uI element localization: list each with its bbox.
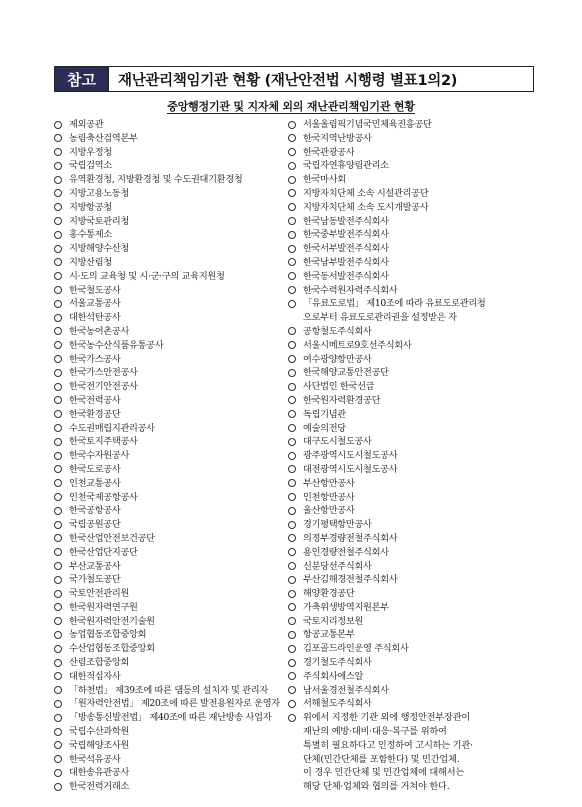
list-item xyxy=(54,780,280,794)
list-item-text: 국토지리정보원 xyxy=(303,615,364,627)
list-item xyxy=(54,642,280,656)
list-item xyxy=(288,380,524,394)
list-item-text: 해양환경공단 xyxy=(303,588,355,600)
list-item xyxy=(54,215,280,229)
note-lines xyxy=(303,711,473,794)
list-item xyxy=(54,284,280,298)
circle-bullet-icon xyxy=(288,369,296,377)
circle-bullet-icon xyxy=(54,534,62,542)
circle-bullet-icon xyxy=(54,562,62,570)
circle-bullet-icon xyxy=(54,617,62,625)
list-item xyxy=(288,546,524,560)
list-item-text: 한국남부발전주식회사 xyxy=(303,256,389,268)
list-item xyxy=(54,132,280,146)
circle-bullet-icon xyxy=(288,355,296,363)
circle-bullet-icon xyxy=(288,286,296,294)
circle-bullet-icon xyxy=(288,217,296,225)
list-item-text: 국립공원공단 xyxy=(69,519,121,531)
list-item xyxy=(54,270,280,284)
circle-bullet-icon xyxy=(54,148,62,156)
list-item-text: 부산교통공사 xyxy=(69,560,121,572)
list-item-text: 국립검역소 xyxy=(69,160,112,172)
list-item-text: 국가철도공단 xyxy=(69,574,121,586)
page-title: 재난관리책임기관 현황 (재난안전법 시행령 별표1의2) xyxy=(118,72,458,89)
list-item-text: 한국남동발전주식회사 xyxy=(303,215,389,227)
list-item xyxy=(54,628,280,642)
circle-bullet-icon xyxy=(54,493,62,501)
list-item-text: 한국공항공사 xyxy=(69,505,121,517)
list-item xyxy=(54,546,280,560)
note-line: 해당 단체·업체와 협의를 거쳐야 한다. xyxy=(303,781,450,793)
title-bar xyxy=(54,66,534,92)
circle-bullet-icon xyxy=(54,452,62,460)
list-item-text: 경기철도주식회사 xyxy=(303,657,372,669)
list-item-text: 한국지역난방공사 xyxy=(303,132,372,144)
list-item xyxy=(288,697,524,711)
list-item-text: 지방자치단체 소속 도시개발공사 xyxy=(303,201,429,213)
list-item xyxy=(288,256,524,270)
circle-bullet-icon xyxy=(288,493,296,501)
circle-bullet-icon xyxy=(288,176,296,184)
list-item xyxy=(288,422,524,436)
circle-bullet-icon xyxy=(288,327,296,335)
circle-bullet-icon xyxy=(54,672,62,680)
circle-bullet-icon xyxy=(288,659,296,667)
list-item-text: 시·도의 교육청 및 시·군·구의 교육지원청 xyxy=(69,270,225,282)
list-item-text: 가축위생방역지원본부 xyxy=(303,601,389,613)
circle-bullet-icon xyxy=(288,465,296,473)
circle-bullet-icon xyxy=(54,783,62,791)
list-item xyxy=(288,284,524,298)
circle-bullet-icon xyxy=(54,631,62,639)
list-item xyxy=(288,449,524,463)
list-item-text: 한국토지주택공사 xyxy=(69,436,138,448)
circle-bullet-icon xyxy=(54,659,62,667)
list-item-text: 독립기념관 xyxy=(303,408,346,420)
circle-bullet-icon xyxy=(54,272,62,280)
circle-bullet-icon xyxy=(54,189,62,197)
list-item xyxy=(288,587,524,601)
list-item-text: 한국해양교통안전공단 xyxy=(303,367,389,379)
circle-bullet-icon xyxy=(288,148,296,156)
list-item-text: 부산김해경전철주식회사 xyxy=(303,574,398,586)
list-item-text: 지방자치단체 소속 시설관리공단 xyxy=(303,187,429,199)
list-item xyxy=(54,463,280,477)
list-item xyxy=(54,573,280,587)
circle-bullet-icon xyxy=(54,465,62,473)
circle-bullet-icon xyxy=(288,700,296,708)
list-item-text: 한국전기안전공사 xyxy=(69,381,138,393)
circle-bullet-icon xyxy=(54,231,62,239)
circle-bullet-icon xyxy=(288,645,296,653)
list-item xyxy=(288,228,524,242)
list-item xyxy=(288,242,524,256)
list-item-text: 남서울경전철주식회사 xyxy=(303,684,389,696)
list-item xyxy=(288,297,524,311)
list-item xyxy=(288,132,524,146)
circle-bullet-icon xyxy=(54,645,62,653)
list-item xyxy=(54,159,280,173)
list-item xyxy=(54,311,280,325)
note-line: 이 경우 민간단체 및 민간업체에 대해서는 xyxy=(303,767,465,779)
circle-bullet-icon xyxy=(54,162,62,170)
circle-bullet-icon xyxy=(54,383,62,391)
note-line: 재난의 예방·대비·대응·복구를 위하여 xyxy=(303,726,447,738)
circle-bullet-icon xyxy=(288,203,296,211)
list-item xyxy=(288,684,524,698)
list-item-text: 예술의전당 xyxy=(303,422,346,434)
circle-bullet-icon xyxy=(288,672,296,680)
list-item xyxy=(54,504,280,518)
circle-bullet-icon xyxy=(288,562,296,570)
list-item xyxy=(54,242,280,256)
circle-bullet-icon xyxy=(54,203,62,211)
list-item-text: 신분당선주식회사 xyxy=(303,560,372,572)
circle-bullet-icon xyxy=(54,700,62,708)
circle-bullet-icon xyxy=(54,341,62,349)
circle-bullet-icon xyxy=(288,396,296,404)
list-item xyxy=(54,146,280,160)
list-item-text: 한국가스안전공사 xyxy=(69,367,138,379)
list-item-text: 한국원자력환경공단 xyxy=(303,394,381,406)
list-item-text: 「방송통신발전법」 제40조에 따른 재난방송 사업자 xyxy=(69,712,272,724)
list-item xyxy=(288,408,524,422)
circle-bullet-icon xyxy=(54,176,62,184)
list-item-text: 한국서부발전주식회사 xyxy=(303,243,389,255)
circle-bullet-icon xyxy=(54,438,62,446)
list-item xyxy=(288,339,524,353)
note-line: 특별히 필요하다고 인정하여 고시하는 기관· xyxy=(303,739,473,751)
list-item-text: 한국산업안전보건공단 xyxy=(69,532,155,544)
list-item-text: 지방산림청 xyxy=(69,256,112,268)
list-item-text: 한국원자력연구원 xyxy=(69,601,138,613)
list-item xyxy=(54,532,280,546)
list-item-text: 유역환경청, 지방환경청 및 수도권대기환경청 xyxy=(69,174,243,186)
left-column-list xyxy=(54,118,280,794)
list-item xyxy=(54,697,280,711)
list-item-text: 서울올림픽기념국민체육진흥공단 xyxy=(303,119,432,130)
list-item-text: 「원자력안전법」 제20조에 따른 발전용원자로 운영자 xyxy=(69,698,280,710)
list-item-text: 서울시메트로9호선주식회사 xyxy=(303,339,412,351)
circle-bullet-icon xyxy=(54,245,62,253)
circle-bullet-icon xyxy=(54,769,62,777)
circle-bullet-icon xyxy=(288,231,296,239)
list-item-text: 한국철도공사 xyxy=(69,284,121,296)
list-item xyxy=(54,297,280,311)
circle-bullet-icon xyxy=(54,548,62,556)
reference-badge: 참고 xyxy=(55,67,109,91)
list-item xyxy=(288,642,524,656)
list-item xyxy=(288,146,524,160)
list-item-text: 김포골드라인운영 주식회사 xyxy=(303,643,409,655)
list-item xyxy=(288,670,524,684)
list-item xyxy=(54,380,280,394)
list-item xyxy=(54,353,280,367)
circle-bullet-icon xyxy=(54,590,62,598)
list-item xyxy=(288,353,524,367)
list-item xyxy=(54,518,280,532)
list-item-text: 여수광양항만공사 xyxy=(303,353,372,365)
list-item-text: 용인경량전철주식회사 xyxy=(303,546,389,558)
circle-bullet-icon xyxy=(54,479,62,487)
circle-bullet-icon xyxy=(288,383,296,391)
circle-bullet-icon xyxy=(54,258,62,266)
list-item xyxy=(54,670,280,684)
circle-bullet-icon xyxy=(54,410,62,418)
list-item-text: 지방고용노동청 xyxy=(69,187,130,199)
list-item-text: 한국농수산식품유통공사 xyxy=(69,339,164,351)
circle-bullet-icon xyxy=(54,134,62,142)
list-item-text: 산림조합중앙회 xyxy=(69,657,130,669)
list-item-text: 한국전력거래소 xyxy=(69,781,130,793)
circle-bullet-icon xyxy=(288,272,296,280)
list-item xyxy=(288,656,524,670)
circle-bullet-icon xyxy=(288,576,296,584)
list-item xyxy=(54,325,280,339)
list-item-text: 제외공관 xyxy=(69,119,104,130)
list-item-text: 공항철도주식회사 xyxy=(303,325,372,337)
list-item xyxy=(54,366,280,380)
list-item-text: 한국산업단지공단 xyxy=(69,546,138,558)
circle-bullet-icon xyxy=(288,617,296,625)
circle-bullet-icon xyxy=(54,576,62,584)
circle-bullet-icon xyxy=(54,686,62,694)
list-item xyxy=(288,491,524,505)
circle-bullet-icon xyxy=(54,396,62,404)
list-item-text: 부산항만공사 xyxy=(303,477,355,489)
list-item-text: 울산항만공사 xyxy=(303,505,355,517)
list-item xyxy=(288,463,524,477)
circle-bullet-icon xyxy=(288,162,296,170)
section-subtitle xyxy=(0,98,582,114)
list-item xyxy=(288,615,524,629)
circle-bullet-icon xyxy=(54,507,62,515)
list-item-text: 지방해양수산청 xyxy=(69,243,130,255)
list-item xyxy=(288,173,524,187)
list-item xyxy=(288,159,524,173)
list-item-text: 대구도시철도공사 xyxy=(303,436,372,448)
list-item xyxy=(288,325,524,339)
circle-bullet-icon xyxy=(288,479,296,487)
list-item-text: 서해철도주식회사 xyxy=(303,698,372,710)
circle-bullet-icon xyxy=(288,134,296,142)
list-item-text: 주식회사에스알 xyxy=(303,670,364,682)
list-item xyxy=(54,449,280,463)
circle-bullet-icon xyxy=(288,507,296,515)
circle-bullet-icon xyxy=(288,631,296,639)
list-item-continuation: 으로부터 유료도로관리권을 설정받은 자 xyxy=(303,312,457,324)
circle-bullet-icon xyxy=(54,755,62,763)
circle-bullet-icon xyxy=(288,452,296,460)
list-item xyxy=(288,270,524,284)
list-item-text: 수산업협동조합중앙회 xyxy=(69,643,155,655)
list-item-text: 한국전력공사 xyxy=(69,394,121,406)
list-item-text: 사단법인 한국선급 xyxy=(303,381,375,393)
list-item-text: 인천교통공사 xyxy=(69,477,121,489)
section-subtitle-text: 중앙행정기관 및 지자체 외의 재난관리책임기관 현황 xyxy=(167,100,415,113)
list-item-text: 국립해양조사원 xyxy=(69,739,130,751)
circle-bullet-icon xyxy=(54,217,62,225)
list-item xyxy=(54,753,280,767)
circle-bullet-icon xyxy=(288,548,296,556)
list-item-text: 한국가스공사 xyxy=(69,353,121,365)
list-item xyxy=(288,215,524,229)
list-item-text: 한국수력원자력주식회사 xyxy=(303,284,398,296)
circle-bullet-icon xyxy=(288,300,296,308)
list-item-text: 한국환경공단 xyxy=(69,408,121,420)
list-item xyxy=(54,491,280,505)
list-item-text: 농업협동조합중앙회 xyxy=(69,629,147,641)
circle-bullet-icon xyxy=(288,534,296,542)
list-item-text: 의정부경량전철주식회사 xyxy=(303,532,398,544)
list-item-text: 지방우정청 xyxy=(69,146,112,158)
list-item-text: 인천항만공사 xyxy=(303,491,355,503)
list-item xyxy=(54,228,280,242)
list-item xyxy=(54,435,280,449)
list-item-text: 지방항공청 xyxy=(69,201,112,213)
list-item xyxy=(54,256,280,270)
list-item xyxy=(288,366,524,380)
circle-bullet-icon xyxy=(288,438,296,446)
circle-bullet-icon xyxy=(54,121,62,129)
list-item-text: 홍수통제소 xyxy=(69,229,112,241)
list-item xyxy=(54,587,280,601)
circle-bullet-icon xyxy=(54,521,62,529)
list-item xyxy=(288,477,524,491)
list-item xyxy=(54,615,280,629)
circle-bullet-icon xyxy=(288,410,296,418)
circle-bullet-icon xyxy=(54,741,62,749)
circle-bullet-icon xyxy=(54,424,62,432)
circle-bullet-icon xyxy=(288,590,296,598)
circle-bullet-icon xyxy=(288,603,296,611)
list-item-text: 「하천법」 제39조에 따른 댐등의 설치자 및 관리자 xyxy=(69,684,268,696)
list-item xyxy=(288,601,524,615)
list-item xyxy=(288,628,524,642)
circle-bullet-icon xyxy=(288,686,296,694)
list-item xyxy=(288,394,524,408)
circle-bullet-icon xyxy=(54,355,62,363)
list-item-text: 한국중부발전주식회사 xyxy=(303,229,389,241)
list-item xyxy=(288,201,524,215)
list-item xyxy=(54,339,280,353)
circle-bullet-icon xyxy=(288,245,296,253)
list-item xyxy=(54,766,280,780)
list-item xyxy=(54,601,280,615)
list-item xyxy=(54,118,280,132)
circle-bullet-icon xyxy=(54,714,62,722)
list-item xyxy=(54,477,280,491)
list-item-text: 국립수산과학원 xyxy=(69,726,130,738)
list-item xyxy=(288,560,524,574)
list-item-text: 수도권매립지관리공사 xyxy=(69,422,155,434)
list-item-text: 한국도로공사 xyxy=(69,463,121,475)
list-item-text: 한국관광공사 xyxy=(303,146,355,158)
list-item xyxy=(288,435,524,449)
list-item-text: 한국농어촌공사 xyxy=(69,325,130,337)
list-item xyxy=(288,118,524,132)
circle-bullet-icon xyxy=(288,258,296,266)
list-item-text: 항공교통본부 xyxy=(303,629,355,641)
list-item xyxy=(54,739,280,753)
list-item xyxy=(54,394,280,408)
list-item xyxy=(288,532,524,546)
note-line: 단체(민간단체를 포함한다) 및 민간업체. xyxy=(303,753,460,765)
circle-bullet-icon xyxy=(288,341,296,349)
list-item-text: 한국동서발전주식회사 xyxy=(303,270,389,282)
list-item xyxy=(54,725,280,739)
list-item-text: 국립자연휴양림관리소 xyxy=(303,160,389,172)
list-item xyxy=(54,422,280,436)
list-item-text: 농림축산검역본부 xyxy=(69,132,138,144)
circle-bullet-icon xyxy=(288,121,296,129)
list-item xyxy=(54,684,280,698)
list-item xyxy=(54,201,280,215)
circle-bullet-icon xyxy=(54,728,62,736)
right-column-list xyxy=(288,118,524,794)
list-item xyxy=(54,560,280,574)
circle-bullet-icon xyxy=(54,314,62,322)
circle-bullet-icon xyxy=(54,603,62,611)
list-item-text: 한국마사회 xyxy=(303,174,346,186)
list-item-text: 한국수자원공사 xyxy=(69,450,130,462)
list-item xyxy=(54,408,280,422)
list-item-text: 국토안전관리원 xyxy=(69,588,130,600)
circle-bullet-icon xyxy=(54,327,62,335)
list-item-text: 한국석유공사 xyxy=(69,753,121,765)
list-item xyxy=(288,518,524,532)
circle-bullet-icon xyxy=(54,286,62,294)
circle-bullet-icon xyxy=(54,369,62,377)
note-line: 위에서 지정한 기관 외에 행정안전부장관이 xyxy=(303,712,471,724)
circle-bullet-icon xyxy=(288,521,296,529)
circle-bullet-icon xyxy=(288,714,296,722)
list-item xyxy=(54,187,280,201)
list-item-text: 경기평택항만공사 xyxy=(303,519,372,531)
list-item-text: 대한적십자사 xyxy=(69,670,121,682)
list-item-text: 인천국제공항공사 xyxy=(69,491,138,503)
designation-note xyxy=(288,711,524,794)
list-item-text: 「유료도로법」 제10조에 따라 유료도로관리청 xyxy=(303,298,486,310)
list-item xyxy=(54,656,280,670)
list-item xyxy=(288,504,524,518)
circle-bullet-icon xyxy=(288,424,296,432)
list-item-text: 광주광역시도시철도공사 xyxy=(303,450,398,462)
list-item-text: 한국원자력안전기술원 xyxy=(69,615,155,627)
list-item-text: 지방국토관리청 xyxy=(69,215,130,227)
list-item-text: 대한석탄공사 xyxy=(69,312,121,324)
circle-bullet-icon xyxy=(54,300,62,308)
circle-bullet-icon xyxy=(288,189,296,197)
list-item xyxy=(288,573,524,587)
list-item-text: 대한송유관공사 xyxy=(69,767,130,779)
list-item-text: 서울교통공사 xyxy=(69,298,121,310)
list-item-text: 대전광역시도시철도공사 xyxy=(303,463,398,475)
list-item xyxy=(288,187,524,201)
list-item xyxy=(54,173,280,187)
list-item xyxy=(54,711,280,725)
